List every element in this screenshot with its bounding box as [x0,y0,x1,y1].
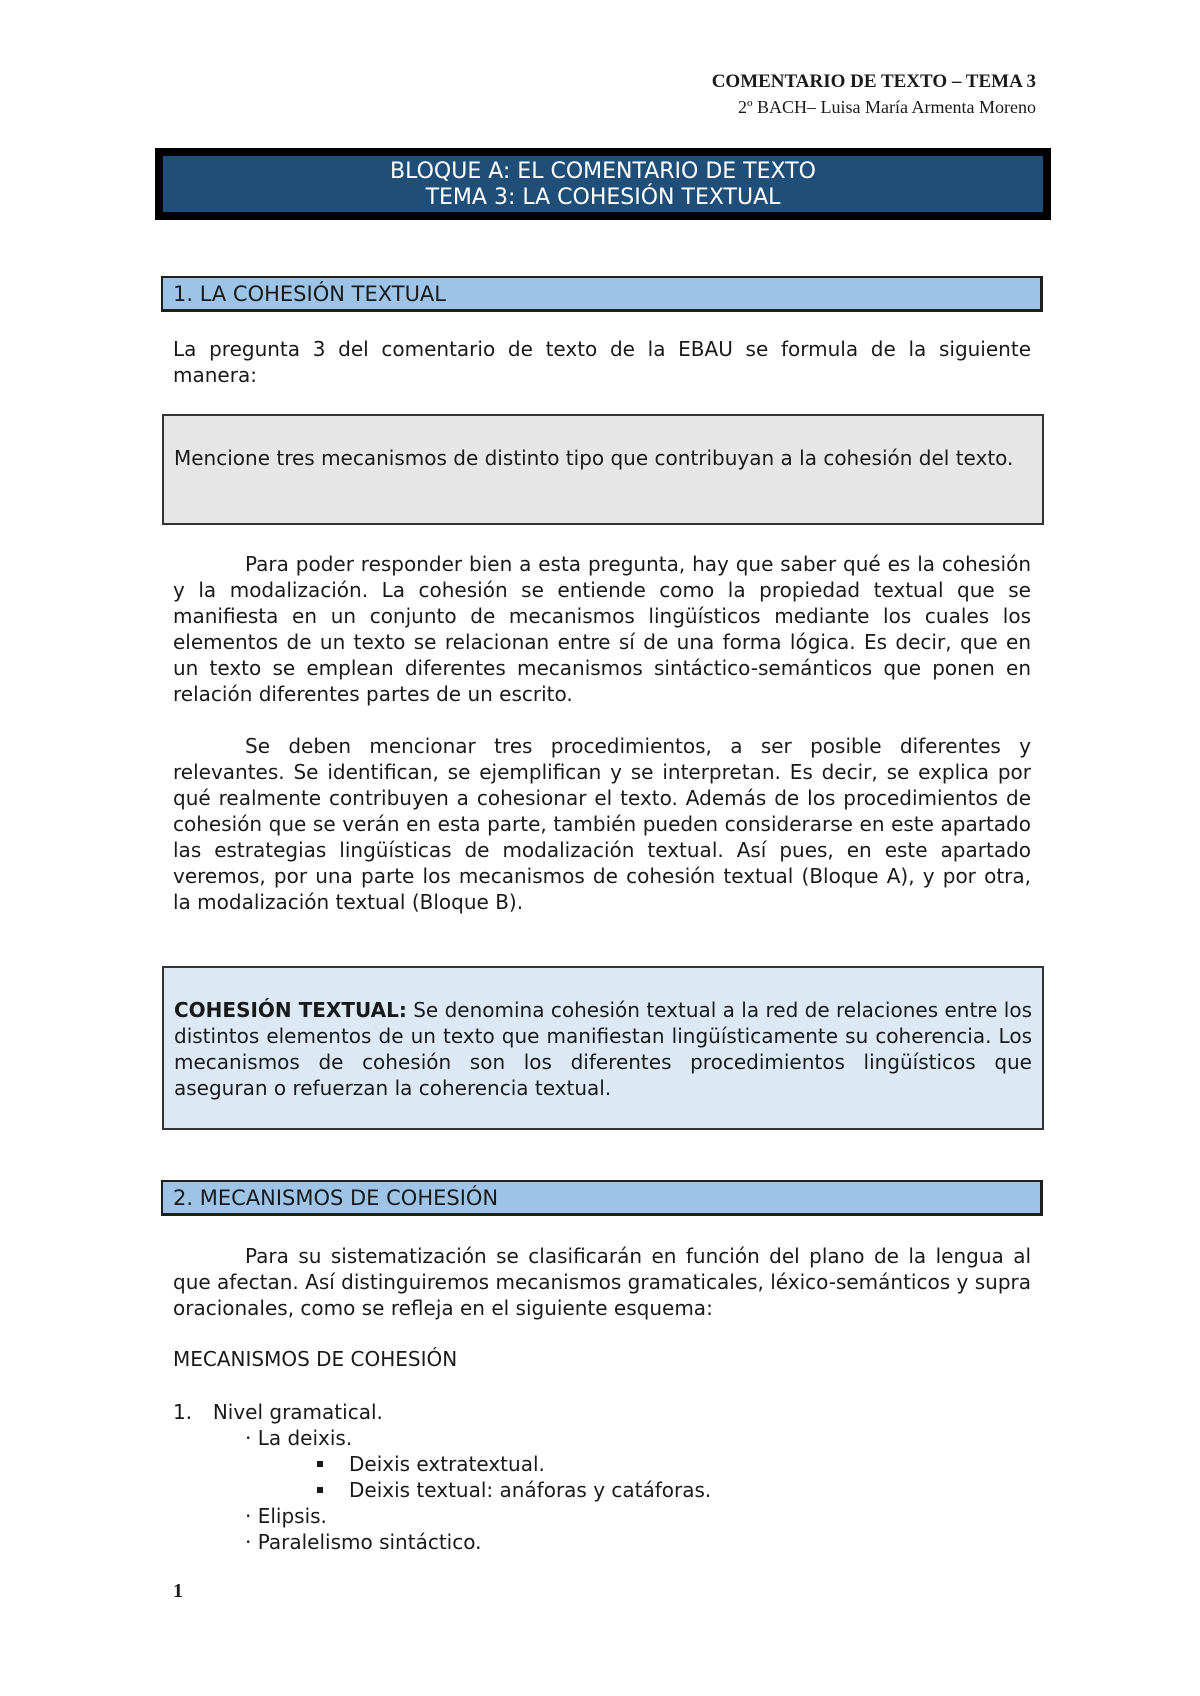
header-title: COMENTARIO DE TEXTO – TEMA 3 [711,71,1036,92]
section-2-paragraph-1: Para su sistematización se clasificarán en función del plano de la lengua al que afectan. Así distinguiremos mecanismos gramaticales, léxico-semánticos y supra oracionales, como se refleja en el siguiente esquema: [173,1244,1031,1320]
mechanisms-subtitle: MECANISMOS DE COHESIÓN [173,1347,458,1371]
page-number: 1 [173,1580,183,1602]
list-label: Nivel gramatical. [212,1400,383,1424]
page-header [712,70,1036,120]
question-text: Mencione tres mecanismos de distinto tipo que contribuyan a la cohesión del texto. [174,446,1014,470]
list-item-label: Deixis textual: anáforas y catáforas. [349,1478,712,1502]
list-item-elipsis: · Elipsis. [245,1504,327,1528]
banner-line-block: BLOQUE A: EL COMENTARIO DE TEXTO [390,159,816,184]
header-author: 2º BACH– Luisa María Armenta Moreno [737,97,1036,117]
list-item-deixis: · La deixis. [245,1426,353,1450]
square-bullet-icon [317,1487,323,1493]
list-item-level-1 [173,1399,711,1425]
list-item-deixis-textual [173,1477,711,1503]
square-bullet-icon [317,1461,323,1467]
list-item-paralelismo: · Paralelismo sintáctico. [245,1530,482,1554]
question-box [162,414,1044,525]
title-banner-inner [163,156,1043,212]
section-1-paragraph-2: Se deben mencionar tres procedimientos, a ser posible diferentes y relevantes. Se identifican, se ejemplifican y se interpretan. Es decir, se explica por qué realmente contribuyen a cohesionar el texto. Además de los procedimientos de cohesión que se verán en esta parte, también pueden considerarse en este apartado las estrategias lingüísticas de modalización textual. Así pues, en este apartado veremos, por una parte los mecanismos de cohesión textual (Bloque A), y por otra, la modalización textual (Bloque B). [173,734,1031,914]
mechanisms-list [173,1399,711,1555]
list-number: 1. [173,1400,193,1424]
section-1-title: 1. LA COHESIÓN TEXTUAL [161,276,1043,312]
definition-content [174,997,1032,1101]
section-1-intro: La pregunta 3 del comentario de texto de la EBAU se formula de la siguiente manera: [173,337,1031,387]
definition-term: COHESIÓN TEXTUAL: [174,998,407,1022]
section-1-paragraph-1: Para poder responder bien a esta pregunta, hay que saber qué es la cohesión y la modalización. La cohesión se entiende como la propiedad textual que se manifiesta en un conjunto de mecanismos lingüísticos mediante los cuales los elementos de un texto se relacionan entre sí de una forma lógica. Es decir, que en un texto se emplean diferentes mecanismos sintáctico-semánticos que ponen en relación diferentes partes de un escrito. [173,552,1031,706]
definition-text: Se denomina cohesión textual a la red de relaciones entre los distintos elementos de un texto que manifiestan lingüísticamente su coherencia. Los mecanismos de cohesión son los diferentes procedimientos lingüísticos que aseguran o refuerzan la coherencia textual. [174,998,1032,1100]
list-item-deixis-extratextual [173,1451,711,1477]
list-item-label: Deixis extratextual. [349,1452,545,1476]
title-banner [155,148,1051,220]
section-2-title: 2. MECANISMOS DE COHESIÓN [161,1180,1043,1216]
definition-box [162,966,1044,1130]
banner-line-topic: TEMA 3: LA COHESIÓN TEXTUAL [425,185,781,210]
